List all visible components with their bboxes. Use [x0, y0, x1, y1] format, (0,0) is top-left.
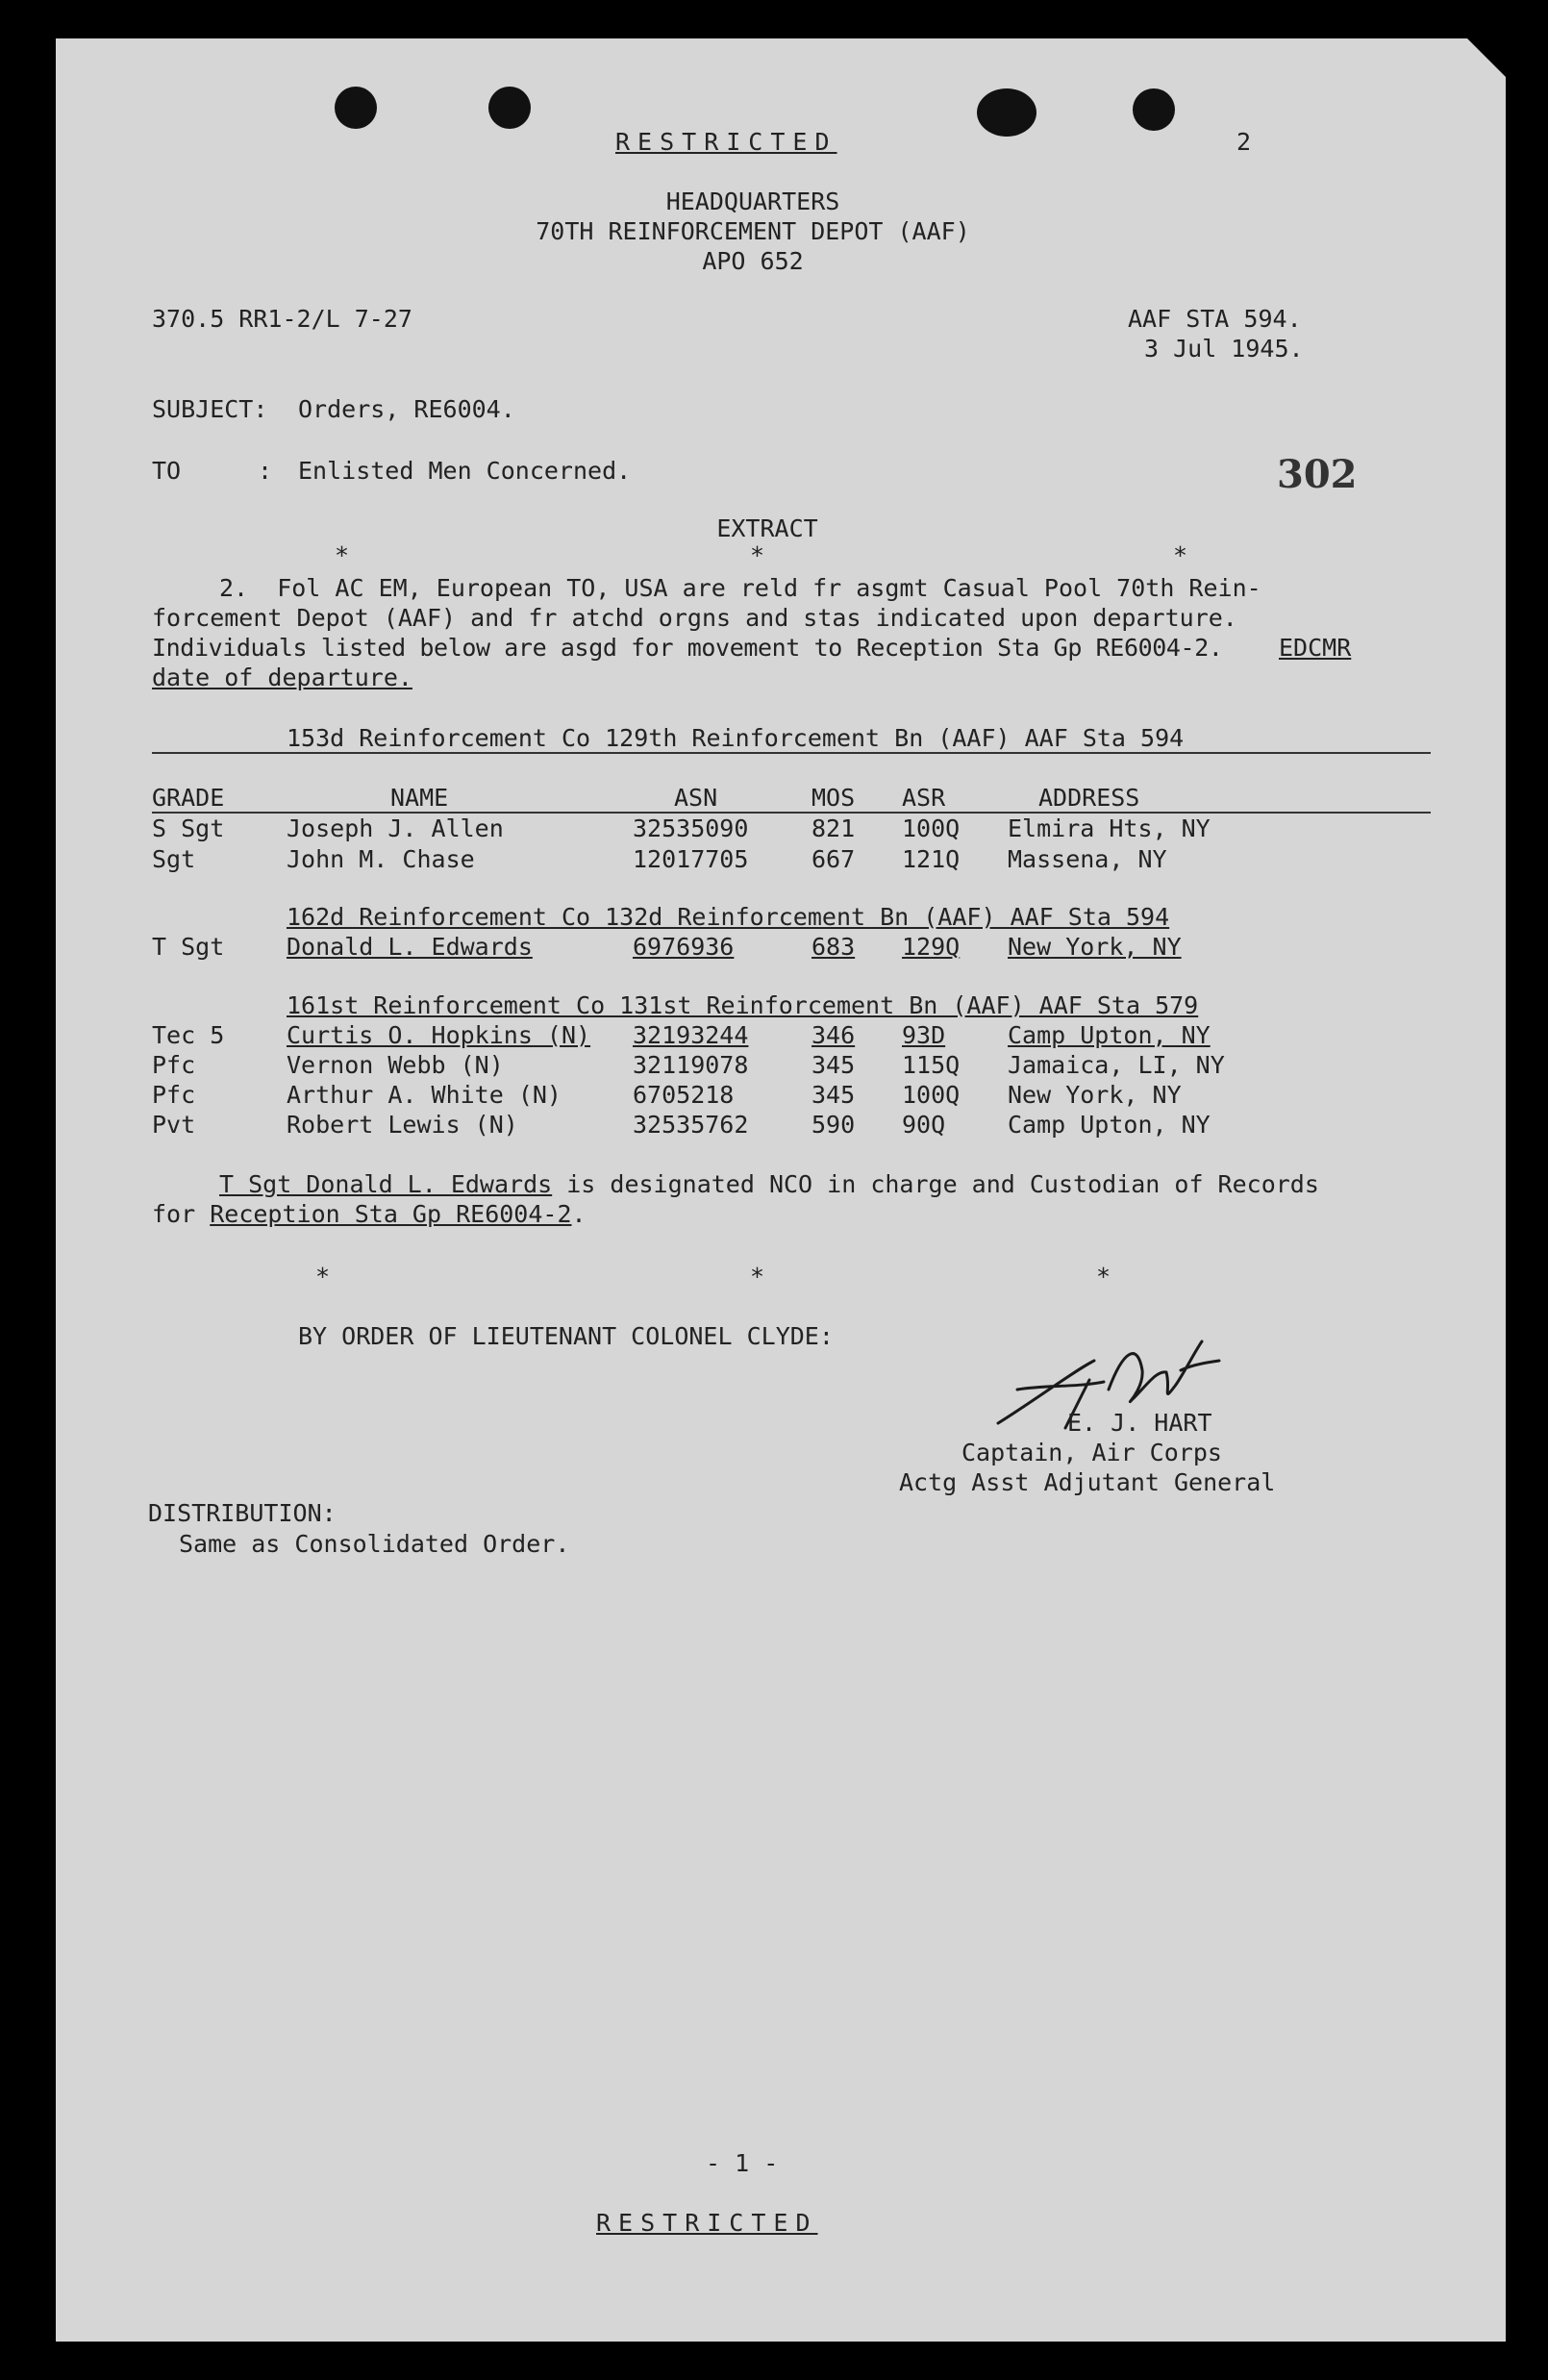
distribution-label: DISTRIBUTION: [148, 1499, 337, 1527]
name-cell: Joseph J. Allen [287, 814, 504, 842]
mos-cell: 821 [811, 814, 856, 842]
to-colon: : [258, 457, 273, 485]
signer-title-2: Actg Asst Adjutant General [899, 1468, 1276, 1496]
folded-corner [1467, 38, 1506, 77]
designation-for: for [152, 1200, 211, 1228]
address-cell: Camp Upton, NY [1008, 1111, 1211, 1139]
asr-cell: 121Q [902, 845, 961, 873]
unit-title: 162d Reinforcement Co 132d Reinforcement Bn (AAF) AAF Sta 594 [287, 903, 1170, 931]
asn-cell: 32193244 [633, 1021, 749, 1049]
designation-name: T Sgt Donald L. Edwards [219, 1170, 553, 1198]
subject-value: Orders, RE6004. [298, 395, 515, 423]
star-2: * [750, 541, 765, 569]
mos-cell: 590 [811, 1111, 856, 1139]
designation-group: Reception Sta Gp RE6004-2 [210, 1200, 572, 1228]
order-number-stamp: 302 [1277, 452, 1358, 497]
paragraph-line-2: forcement Depot (AAF) and fr atchd orgns and stas indicated upon departure. [152, 604, 1237, 632]
asn-cell: 6705218 [633, 1081, 735, 1109]
column-header-mos: MOS [811, 784, 856, 812]
asr-cell: 100Q [902, 1081, 961, 1109]
unit-title: 153d Reinforcement Co 129th Reinforcement Bn (AAF) AAF Sta 594 [287, 724, 1185, 752]
designation-line-2 [152, 1199, 587, 1229]
star-3: * [1173, 541, 1188, 569]
asr-cell: 93D [902, 1021, 946, 1049]
star-4: * [315, 1263, 331, 1290]
extract-title: EXTRACT [716, 514, 818, 542]
grade-cell: S Sgt [152, 814, 225, 842]
distribution-value: Same as Consolidated Order. [179, 1530, 570, 1558]
signer-title-1: Captain, Air Corps [961, 1439, 1222, 1466]
name-cell: Robert Lewis (N) [287, 1111, 518, 1139]
signer-name: E. J. HART [1067, 1409, 1212, 1437]
asr-cell: 100Q [902, 814, 961, 842]
name-cell: Curtis O. Hopkins (N) [287, 1021, 591, 1049]
designation-text: is designated NCO in charge and Custodian of Records [552, 1170, 1319, 1198]
unit-title: 161st Reinforcement Co 131st Reinforcement Bn (AAF) AAF Sta 579 [287, 991, 1199, 1019]
paragraph-edcmr: EDCMR [1279, 634, 1352, 662]
address-cell: Elmira Hts, NY [1008, 814, 1211, 842]
subject-label: SUBJECT: [152, 395, 268, 423]
address-cell: Massena, NY [1008, 845, 1167, 873]
document-page [56, 38, 1506, 2342]
grade-cell: T Sgt [152, 933, 225, 961]
asn-cell: 32535762 [633, 1111, 749, 1139]
org-line-1: HEADQUARTERS [665, 188, 840, 215]
asn-cell: 12017705 [633, 845, 749, 873]
punch-hole [1133, 88, 1175, 131]
page-number: 2 [1236, 128, 1252, 156]
mos-cell: 667 [811, 845, 856, 873]
paragraph-line-3: Individuals listed below are asgd for movement to Reception Sta Gp RE6004-2. [152, 634, 1223, 662]
asn-cell: 32535090 [633, 814, 749, 842]
mos-cell: 345 [811, 1051, 856, 1079]
column-header-name: NAME [390, 784, 449, 812]
column-header-address: ADDRESS [1038, 784, 1140, 812]
column-header-asr: ASR [902, 784, 946, 812]
asr-cell: 90Q [902, 1111, 946, 1139]
grade-cell: Tec 5 [152, 1021, 225, 1049]
to-value: Enlisted Men Concerned. [298, 457, 632, 485]
name-cell: Vernon Webb (N) [287, 1051, 504, 1079]
name-cell: Donald L. Edwards [287, 933, 533, 961]
grade-cell: Pvt [152, 1111, 196, 1139]
classification-bottom: RESTRICTED [596, 2209, 818, 2237]
station: AAF STA 594. [1128, 305, 1302, 333]
classification-top: RESTRICTED [615, 128, 837, 156]
address-cell: New York, NY [1008, 933, 1182, 961]
star-1: * [335, 541, 350, 569]
org-line-2: 70TH REINFORCEMENT DEPOT (AAF) [536, 217, 970, 245]
asn-cell: 6976936 [633, 933, 735, 961]
asr-cell: 115Q [902, 1051, 961, 1079]
org-line-3: APO 652 [702, 247, 804, 275]
paragraph-line-4: date of departure. [152, 664, 412, 691]
star-6: * [1096, 1263, 1111, 1290]
name-cell: Arthur A. White (N) [287, 1081, 562, 1109]
divider [152, 752, 1431, 754]
designation-period: . [571, 1200, 587, 1228]
asr-cell: 129Q [902, 933, 961, 961]
grade-cell: Pfc [152, 1081, 196, 1109]
file-reference: 370.5 RR1-2/L 7-27 [152, 305, 412, 333]
column-header-asn: ASN [674, 784, 718, 812]
punch-hole [977, 88, 1036, 137]
grade-cell: Sgt [152, 845, 196, 873]
grade-cell: Pfc [152, 1051, 196, 1079]
name-cell: John M. Chase [287, 845, 475, 873]
address-cell: New York, NY [1008, 1081, 1182, 1109]
punch-hole [488, 87, 531, 129]
mos-cell: 346 [811, 1021, 856, 1049]
footer-page-number: - 1 - [706, 2149, 779, 2177]
punch-hole [335, 87, 377, 129]
designation-line-1 [219, 1169, 1319, 1199]
by-order-line: BY ORDER OF LIEUTENANT COLONEL CLYDE: [298, 1322, 834, 1350]
paragraph-line-1: 2. Fol AC EM, European TO, USA are reld fr asgmt Casual Pool 70th Rein- [219, 574, 1261, 602]
address-cell: Camp Upton, NY [1008, 1021, 1211, 1049]
to-label: TO [152, 457, 182, 485]
star-5: * [750, 1263, 765, 1290]
mos-cell: 683 [811, 933, 856, 961]
asn-cell: 32119078 [633, 1051, 749, 1079]
column-header-grade: GRADE [152, 784, 225, 812]
mos-cell: 345 [811, 1081, 856, 1109]
address-cell: Jamaica, LI, NY [1008, 1051, 1225, 1079]
order-date: 3 Jul 1945. [1144, 335, 1304, 363]
